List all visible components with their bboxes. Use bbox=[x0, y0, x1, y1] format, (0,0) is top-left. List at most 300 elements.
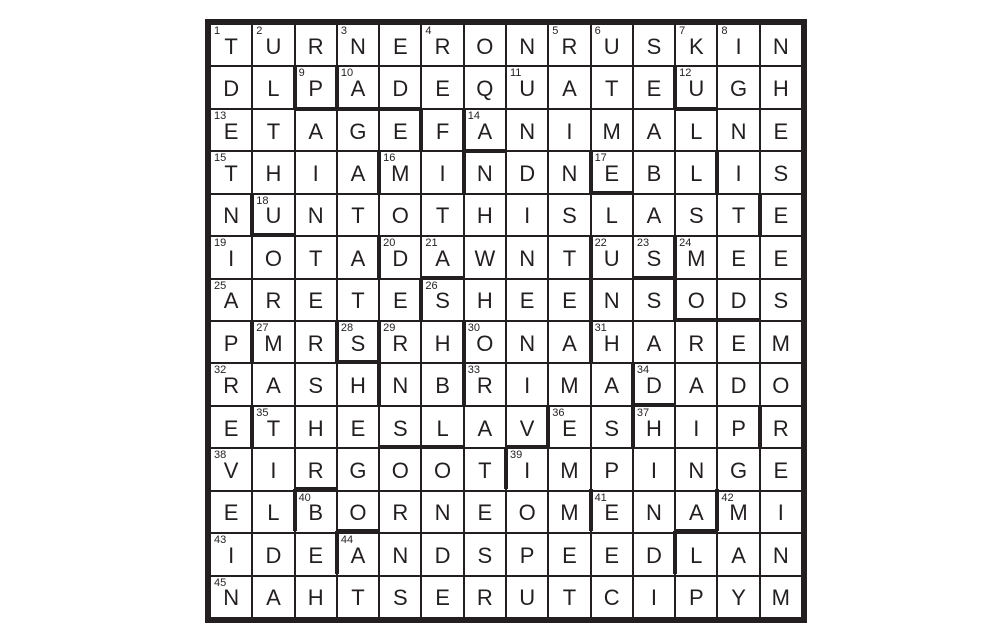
cell-letter: N bbox=[519, 33, 536, 59]
grid-cell-r9-c5[interactable] bbox=[379, 363, 421, 405]
grid-cell-r6-c14[interactable] bbox=[760, 236, 802, 278]
grid-cell-r3-c6[interactable] bbox=[421, 109, 463, 151]
cell-letter: D bbox=[519, 160, 536, 186]
grid-cell-r6-c10[interactable] bbox=[591, 236, 633, 278]
grid-cell-r4-c2[interactable] bbox=[252, 151, 294, 193]
grid-divider-bar bbox=[337, 360, 379, 364]
grid-cell-r14-c10[interactable] bbox=[591, 576, 633, 618]
grid-cell-r8-c14[interactable] bbox=[760, 321, 802, 363]
grid-cell-r8-c11[interactable] bbox=[633, 321, 675, 363]
grid-cell-r1-c9[interactable] bbox=[548, 24, 590, 66]
grid-cell-r13-c4[interactable] bbox=[337, 533, 379, 575]
cell-letter: N bbox=[223, 585, 240, 611]
grid-cell-r5-c8[interactable] bbox=[506, 194, 548, 236]
cell-letter: U bbox=[519, 585, 536, 611]
grid-cell-r7-c4[interactable] bbox=[337, 279, 379, 321]
grid-cell-r7-c6[interactable] bbox=[421, 279, 463, 321]
cell-letter: E bbox=[773, 203, 789, 229]
clue-number: 18 bbox=[256, 194, 269, 207]
grid-cell-r5-c3[interactable] bbox=[295, 194, 337, 236]
grid-cell-r8-c6[interactable] bbox=[421, 321, 463, 363]
grid-cell-r12-c7[interactable] bbox=[464, 491, 506, 533]
grid-cell-r6-c8[interactable] bbox=[506, 236, 548, 278]
grid-cell-r13-c3[interactable] bbox=[295, 533, 337, 575]
cell-letter: R bbox=[307, 330, 324, 356]
grid-cell-r10-c6[interactable] bbox=[421, 406, 463, 448]
grid-cell-r14-c1[interactable] bbox=[210, 576, 252, 618]
grid-cell-r1-c13[interactable] bbox=[717, 24, 759, 66]
grid-cell-r7-c8[interactable] bbox=[506, 279, 548, 321]
cell-letter: O bbox=[772, 373, 790, 399]
clue-number: 44 bbox=[340, 534, 354, 547]
cell-letter: M bbox=[560, 373, 579, 399]
grid-cell-r14-c4[interactable] bbox=[337, 576, 379, 618]
cell-letter: M bbox=[687, 245, 706, 271]
clue-number: 2 bbox=[256, 25, 263, 37]
cell-letter: E bbox=[350, 415, 366, 441]
grid-divider-bar bbox=[589, 151, 593, 193]
grid-cell-r6-c3[interactable] bbox=[295, 236, 337, 278]
grid-cell-r8-c7[interactable] bbox=[464, 321, 506, 363]
grid-cell-r10-c2[interactable] bbox=[252, 406, 294, 448]
grid-cell-r14-c6[interactable] bbox=[421, 576, 463, 618]
clue-number: 17 bbox=[594, 152, 607, 165]
grid-cell-r10-c13[interactable] bbox=[717, 406, 759, 448]
grid-cell-r13-c8[interactable] bbox=[506, 533, 548, 575]
grid-cell-r2-c3[interactable] bbox=[295, 66, 337, 108]
cell-letter: I bbox=[524, 203, 531, 229]
clue-number: 33 bbox=[467, 364, 480, 377]
grid-cell-r3-c4[interactable] bbox=[337, 109, 379, 151]
grid-cell-r2-c11[interactable] bbox=[633, 66, 675, 108]
grid-cell-r5-c7[interactable] bbox=[464, 194, 506, 236]
grid-cell-r8-c3[interactable] bbox=[295, 321, 337, 363]
grid-cell-r14-c12[interactable] bbox=[675, 576, 717, 618]
cell-letter: T bbox=[351, 288, 365, 314]
clue-number: 32 bbox=[214, 364, 227, 377]
cell-letter: T bbox=[604, 76, 619, 102]
grid-cell-r11-c6[interactable] bbox=[421, 448, 463, 490]
grid-cell-r1-c7[interactable] bbox=[464, 24, 506, 66]
grid-cell-r9-c7[interactable] bbox=[464, 363, 506, 405]
grid-cell-r4-c13[interactable] bbox=[717, 151, 759, 193]
grid-cell-r10-c4[interactable] bbox=[337, 406, 379, 448]
grid-divider-bar bbox=[673, 235, 677, 277]
cell-letter: A bbox=[646, 330, 662, 356]
grid-cell-r6-c1[interactable] bbox=[210, 236, 252, 278]
grid-cell-r11-c13[interactable] bbox=[717, 448, 759, 490]
clue-number: 16 bbox=[383, 152, 396, 165]
grid-cell-r14-c2[interactable] bbox=[252, 576, 294, 618]
grid-cell-r13-c5[interactable] bbox=[379, 533, 421, 575]
grid-cell-r5-c1[interactable] bbox=[210, 194, 252, 236]
cell-letter: E bbox=[223, 415, 239, 441]
grid-cell-r2-c12[interactable] bbox=[675, 66, 717, 108]
clue-number: 37 bbox=[636, 406, 650, 419]
grid-cell-r12-c10[interactable] bbox=[591, 491, 633, 533]
grid-divider-bar bbox=[506, 445, 548, 449]
cell-letter: P bbox=[223, 330, 239, 356]
grid-cell-r3-c9[interactable] bbox=[548, 109, 590, 151]
cell-letter: M bbox=[264, 330, 283, 356]
grid-cell-r13-c9[interactable] bbox=[548, 533, 590, 575]
grid-cell-r10-c7[interactable] bbox=[464, 406, 506, 448]
grid-cell-r8-c4[interactable] bbox=[337, 321, 379, 363]
grid-cell-r3-c14[interactable] bbox=[760, 109, 802, 151]
grid-divider-bar bbox=[589, 489, 593, 531]
grid-cell-r2-c5[interactable] bbox=[379, 66, 421, 108]
cell-letter: E bbox=[731, 330, 746, 356]
cell-letter: D bbox=[434, 542, 451, 568]
grid-cell-r10-c11[interactable] bbox=[633, 406, 675, 448]
grid-cell-r6-c9[interactable] bbox=[548, 236, 590, 278]
grid-cell-r12-c8[interactable] bbox=[506, 491, 548, 533]
cell-letter: S bbox=[646, 33, 662, 59]
grid-cell-r4-c14[interactable] bbox=[760, 151, 802, 193]
grid-cell-r10-c12[interactable] bbox=[675, 406, 717, 448]
cell-letter: V bbox=[519, 415, 535, 441]
grid-cell-r10-c3[interactable] bbox=[295, 406, 337, 448]
grid-cell-r11-c12[interactable] bbox=[675, 448, 717, 490]
grid-cell-r9-c11[interactable] bbox=[633, 363, 675, 405]
grid-divider-bar bbox=[335, 66, 339, 108]
grid-cell-r8-c12[interactable] bbox=[675, 321, 717, 363]
grid-cell-r6-c5[interactable] bbox=[379, 236, 421, 278]
grid-cell-r7-c11[interactable] bbox=[633, 279, 675, 321]
clue-number: 36 bbox=[552, 406, 565, 419]
grid-cell-r7-c14[interactable] bbox=[760, 279, 802, 321]
grid-cell-r3-c8[interactable] bbox=[506, 109, 548, 151]
cell-letter: A bbox=[435, 245, 450, 271]
clue-number: 41 bbox=[594, 491, 607, 504]
grid-cell-r11-c7[interactable] bbox=[464, 448, 506, 490]
cell-letter: D bbox=[392, 245, 409, 271]
cell-letter: E bbox=[604, 160, 620, 186]
grid-cell-r11-c11[interactable] bbox=[633, 448, 675, 490]
grid-cell-r4-c4[interactable] bbox=[337, 151, 379, 193]
grid-cell-r12-c9[interactable] bbox=[548, 491, 590, 533]
cell-letter: G bbox=[349, 457, 367, 483]
grid-cell-r12-c11[interactable] bbox=[633, 491, 675, 533]
cell-letter: H bbox=[772, 76, 789, 102]
grid-cell-r12-c4[interactable] bbox=[337, 491, 379, 533]
cell-letter: I bbox=[735, 160, 742, 186]
grid-divider-bar bbox=[589, 320, 593, 362]
grid-cell-r12-c5[interactable] bbox=[379, 491, 421, 533]
grid-cell-r12-c6[interactable] bbox=[421, 491, 463, 533]
cell-letter: I bbox=[650, 457, 658, 483]
cell-letter: N bbox=[392, 542, 409, 568]
grid-cell-r7-c9[interactable] bbox=[548, 279, 590, 321]
grid-cell-r4-c7[interactable] bbox=[464, 151, 506, 193]
grid-cell-r9-c8[interactable] bbox=[506, 363, 548, 405]
grid-cell-r10-c9[interactable] bbox=[548, 406, 590, 448]
grid-divider-bar bbox=[337, 529, 379, 533]
grid-cell-r4-c11[interactable] bbox=[633, 151, 675, 193]
cell-letter: M bbox=[391, 160, 410, 186]
grid-cell-r14-c9[interactable] bbox=[548, 576, 590, 618]
grid-cell-r1-c1[interactable] bbox=[210, 24, 252, 66]
cell-letter: N bbox=[561, 160, 578, 186]
cell-letter: S bbox=[435, 288, 450, 314]
grid-cell-r6-c11[interactable] bbox=[633, 236, 675, 278]
grid-cell-r7-c7[interactable] bbox=[464, 279, 506, 321]
grid-cell-r1-c8[interactable] bbox=[506, 24, 548, 66]
grid-cell-r6-c6[interactable] bbox=[421, 236, 463, 278]
grid-cell-r2-c7[interactable] bbox=[464, 66, 506, 108]
grid-cell-r2-c14[interactable] bbox=[760, 66, 802, 108]
grid-cell-r13-c7[interactable] bbox=[464, 533, 506, 575]
grid-cell-r7-c5[interactable] bbox=[379, 279, 421, 321]
grid-cell-r9-c13[interactable] bbox=[717, 363, 759, 405]
cell-letter: R bbox=[307, 457, 324, 483]
cell-letter: A bbox=[688, 500, 704, 526]
grid-cell-r9-c14[interactable] bbox=[760, 363, 802, 405]
grid-cell-r2-c10[interactable] bbox=[591, 66, 633, 108]
grid-cell-r4-c1[interactable] bbox=[210, 151, 252, 193]
grid-cell-r7-c12[interactable] bbox=[675, 279, 717, 321]
grid-cell-r13-c12[interactable] bbox=[675, 533, 717, 575]
grid-cell-r2-c13[interactable] bbox=[717, 66, 759, 108]
grid-cell-r5-c11[interactable] bbox=[633, 194, 675, 236]
grid-cell-r8-c2[interactable] bbox=[252, 321, 294, 363]
cell-letter: A bbox=[350, 245, 366, 271]
grid-cell-r1-c5[interactable] bbox=[379, 24, 421, 66]
cell-letter: A bbox=[646, 203, 662, 229]
grid-cell-r13-c2[interactable] bbox=[252, 533, 294, 575]
grid-cell-r12-c14[interactable] bbox=[760, 491, 802, 533]
grid-cell-r10-c10[interactable] bbox=[591, 406, 633, 448]
grid-cell-r11-c9[interactable] bbox=[548, 448, 590, 490]
grid-cell-r11-c3[interactable] bbox=[295, 448, 337, 490]
grid-cell-r6-c2[interactable] bbox=[252, 236, 294, 278]
cell-letter: I bbox=[777, 500, 784, 526]
grid-cell-r8-c10[interactable] bbox=[591, 321, 633, 363]
cell-letter: N bbox=[646, 500, 662, 526]
grid-cell-r7-c13[interactable] bbox=[717, 279, 759, 321]
cell-letter: A bbox=[604, 373, 620, 399]
grid-cell-r6-c12[interactable] bbox=[675, 236, 717, 278]
grid-cell-r5-c4[interactable] bbox=[337, 194, 379, 236]
grid-cell-r3-c13[interactable] bbox=[717, 109, 759, 151]
grid-cell-r14-c7[interactable] bbox=[464, 576, 506, 618]
grid-cell-r1-c3[interactable] bbox=[295, 24, 337, 66]
grid-cell-r7-c2[interactable] bbox=[252, 279, 294, 321]
grid-cell-r11-c4[interactable] bbox=[337, 448, 379, 490]
grid-divider-bar bbox=[295, 107, 337, 111]
grid-divider-bar bbox=[337, 107, 422, 111]
grid-cell-r13-c14[interactable] bbox=[760, 533, 802, 575]
clue-number: 39 bbox=[509, 449, 523, 462]
cell-letter: N bbox=[392, 373, 409, 399]
grid-cell-r11-c14[interactable] bbox=[760, 448, 802, 490]
cell-letter: S bbox=[688, 203, 704, 229]
grid-cell-r1-c11[interactable] bbox=[633, 24, 675, 66]
grid-cell-r3-c3[interactable] bbox=[295, 109, 337, 151]
cell-letter: H bbox=[603, 330, 620, 356]
cell-letter: E bbox=[308, 288, 324, 314]
grid-cell-r4-c10[interactable] bbox=[591, 151, 633, 193]
grid-cell-r7-c3[interactable] bbox=[295, 279, 337, 321]
grid-cell-r5-c5[interactable] bbox=[379, 194, 421, 236]
grid-cell-r9-c3[interactable] bbox=[295, 363, 337, 405]
cell-letter: O bbox=[391, 203, 409, 229]
grid-divider-bar bbox=[250, 193, 254, 235]
clue-number: 29 bbox=[383, 321, 396, 334]
cell-letter: N bbox=[434, 500, 451, 526]
grid-cell-r2-c9[interactable] bbox=[548, 66, 590, 108]
grid-divider-bar bbox=[758, 193, 762, 235]
grid-cell-r1-c14[interactable] bbox=[760, 24, 802, 66]
grid-cell-r4-c3[interactable] bbox=[295, 151, 337, 193]
cell-letter: D bbox=[392, 76, 409, 102]
cell-letter: A bbox=[350, 76, 366, 102]
cell-letter: N bbox=[603, 288, 620, 314]
clue-number: 25 bbox=[214, 279, 227, 292]
cell-letter: R bbox=[434, 33, 451, 59]
grid-cell-r5-c13[interactable] bbox=[717, 194, 759, 236]
grid-cell-r9-c6[interactable] bbox=[421, 363, 463, 405]
cell-letter: U bbox=[688, 76, 705, 102]
clue-number: 3 bbox=[340, 25, 347, 37]
grid-cell-r9-c12[interactable] bbox=[675, 363, 717, 405]
grid-cell-r13-c1[interactable] bbox=[210, 533, 252, 575]
cell-letter: H bbox=[646, 415, 662, 441]
grid-cell-r1-c4[interactable] bbox=[337, 24, 379, 66]
grid-cell-r11-c1[interactable] bbox=[210, 448, 252, 490]
grid-cell-r6-c7[interactable] bbox=[464, 236, 506, 278]
grid-cell-r11-c8[interactable] bbox=[506, 448, 548, 490]
cell-letter: E bbox=[435, 76, 450, 102]
clue-number: 8 bbox=[721, 25, 728, 37]
grid-cell-r6-c13[interactable] bbox=[717, 236, 759, 278]
clue-number: 20 bbox=[383, 237, 396, 250]
grid-divider-bar bbox=[631, 405, 635, 447]
cell-letter: D bbox=[646, 542, 662, 568]
grid-cell-r9-c9[interactable] bbox=[548, 363, 590, 405]
cell-letter: M bbox=[729, 500, 748, 526]
grid-cell-r1-c12[interactable] bbox=[675, 24, 717, 66]
grid-cell-r1-c6[interactable] bbox=[421, 24, 463, 66]
grid-cell-r12-c3[interactable] bbox=[295, 491, 337, 533]
cell-letter: I bbox=[524, 457, 531, 483]
grid-cell-r1-c2[interactable] bbox=[252, 24, 294, 66]
cell-letter: E bbox=[731, 245, 746, 271]
grid-cell-r3-c10[interactable] bbox=[591, 109, 633, 151]
grid-cell-r10-c5[interactable] bbox=[379, 406, 421, 448]
grid-cell-r11-c5[interactable] bbox=[379, 448, 421, 490]
grid-cell-r2-c2[interactable] bbox=[252, 66, 294, 108]
grid-cell-r10-c1[interactable] bbox=[210, 406, 252, 448]
grid-cell-r13-c11[interactable] bbox=[633, 533, 675, 575]
cell-letter: S bbox=[308, 373, 324, 399]
grid-cell-r3-c1[interactable] bbox=[210, 109, 252, 151]
grid-cell-r9-c4[interactable] bbox=[337, 363, 379, 405]
grid-cell-r11-c10[interactable] bbox=[591, 448, 633, 490]
grid-cell-r8-c9[interactable] bbox=[548, 321, 590, 363]
grid-cell-r12-c13[interactable] bbox=[717, 491, 759, 533]
cell-letter: T bbox=[224, 160, 238, 186]
grid-cell-r4-c12[interactable] bbox=[675, 151, 717, 193]
grid-cell-r14-c8[interactable] bbox=[506, 576, 548, 618]
cell-letter: E bbox=[519, 288, 535, 314]
grid-cell-r4-c5[interactable] bbox=[379, 151, 421, 193]
grid-cell-r13-c13[interactable] bbox=[717, 533, 759, 575]
grid-cell-r8-c1[interactable] bbox=[210, 321, 252, 363]
cell-letter: S bbox=[646, 288, 662, 314]
grid-cell-r14-c5[interactable] bbox=[379, 576, 421, 618]
grid-cell-r3-c2[interactable] bbox=[252, 109, 294, 151]
cell-letter: E bbox=[392, 118, 408, 144]
grid-divider-bar bbox=[335, 320, 339, 362]
grid-cell-r10-c8[interactable] bbox=[506, 406, 548, 448]
grid-cell-r2-c4[interactable] bbox=[337, 66, 379, 108]
grid-cell-r5-c12[interactable] bbox=[675, 194, 717, 236]
grid-divider-bar bbox=[631, 362, 635, 404]
grid-cell-r4-c9[interactable] bbox=[548, 151, 590, 193]
grid-cell-r3-c5[interactable] bbox=[379, 109, 421, 151]
grid-cell-r14-c11[interactable] bbox=[633, 576, 675, 618]
grid-cell-r3-c11[interactable] bbox=[633, 109, 675, 151]
cell-letter: R bbox=[561, 33, 578, 59]
clue-number: 24 bbox=[679, 237, 692, 250]
grid-cell-r3-c12[interactable] bbox=[675, 109, 717, 151]
grid-cell-r4-c6[interactable] bbox=[421, 151, 463, 193]
grid-cell-r9-c10[interactable] bbox=[591, 363, 633, 405]
grid-cell-r13-c6[interactable] bbox=[421, 533, 463, 575]
grid-cell-r5-c10[interactable] bbox=[591, 194, 633, 236]
grid-cell-r7-c1[interactable] bbox=[210, 279, 252, 321]
grid-divider-bar bbox=[377, 235, 381, 277]
grid-cell-r2-c1[interactable] bbox=[210, 66, 252, 108]
grid-cell-r6-c4[interactable] bbox=[337, 236, 379, 278]
grid-cell-r14-c13[interactable] bbox=[717, 576, 759, 618]
grid-cell-r14-c14[interactable] bbox=[760, 576, 802, 618]
grid-cell-r12-c12[interactable] bbox=[675, 491, 717, 533]
grid-cell-r10-c14[interactable] bbox=[760, 406, 802, 448]
grid-cell-r5-c14[interactable] bbox=[760, 194, 802, 236]
grid-cell-r7-c10[interactable] bbox=[591, 279, 633, 321]
grid-cell-r2-c6[interactable] bbox=[421, 66, 463, 108]
cell-letter: E bbox=[562, 415, 577, 441]
grid-cell-r12-c1[interactable] bbox=[210, 491, 252, 533]
grid-cell-r9-c2[interactable] bbox=[252, 363, 294, 405]
cell-letter: I bbox=[312, 160, 319, 186]
cell-letter: I bbox=[524, 373, 531, 399]
cell-letter: I bbox=[650, 585, 658, 611]
grid-cell-r1-c10[interactable] bbox=[591, 24, 633, 66]
cell-letter: A bbox=[477, 415, 493, 441]
grid-cell-r8-c13[interactable] bbox=[717, 321, 759, 363]
grid-cell-r14-c3[interactable] bbox=[295, 576, 337, 618]
cell-letter: D bbox=[730, 288, 747, 314]
grid-cell-r5-c6[interactable] bbox=[421, 194, 463, 236]
grid-cell-r8-c5[interactable] bbox=[379, 321, 421, 363]
grid-cell-r5-c2[interactable] bbox=[252, 194, 294, 236]
grid-divider-bar bbox=[335, 531, 339, 573]
grid-cell-r2-c8[interactable] bbox=[506, 66, 548, 108]
grid-cell-r11-c2[interactable] bbox=[252, 448, 294, 490]
grid-cell-r3-c7[interactable] bbox=[464, 109, 506, 151]
grid-cell-r12-c2[interactable] bbox=[252, 491, 294, 533]
grid-cell-r8-c8[interactable] bbox=[506, 321, 548, 363]
grid-cell-r13-c10[interactable] bbox=[591, 533, 633, 575]
grid-cell-r5-c9[interactable] bbox=[548, 194, 590, 236]
grid-cell-r4-c8[interactable] bbox=[506, 151, 548, 193]
grid-cell-r9-c1[interactable] bbox=[210, 363, 252, 405]
cell-letter: P bbox=[519, 542, 535, 568]
cell-letter: T bbox=[351, 585, 365, 611]
